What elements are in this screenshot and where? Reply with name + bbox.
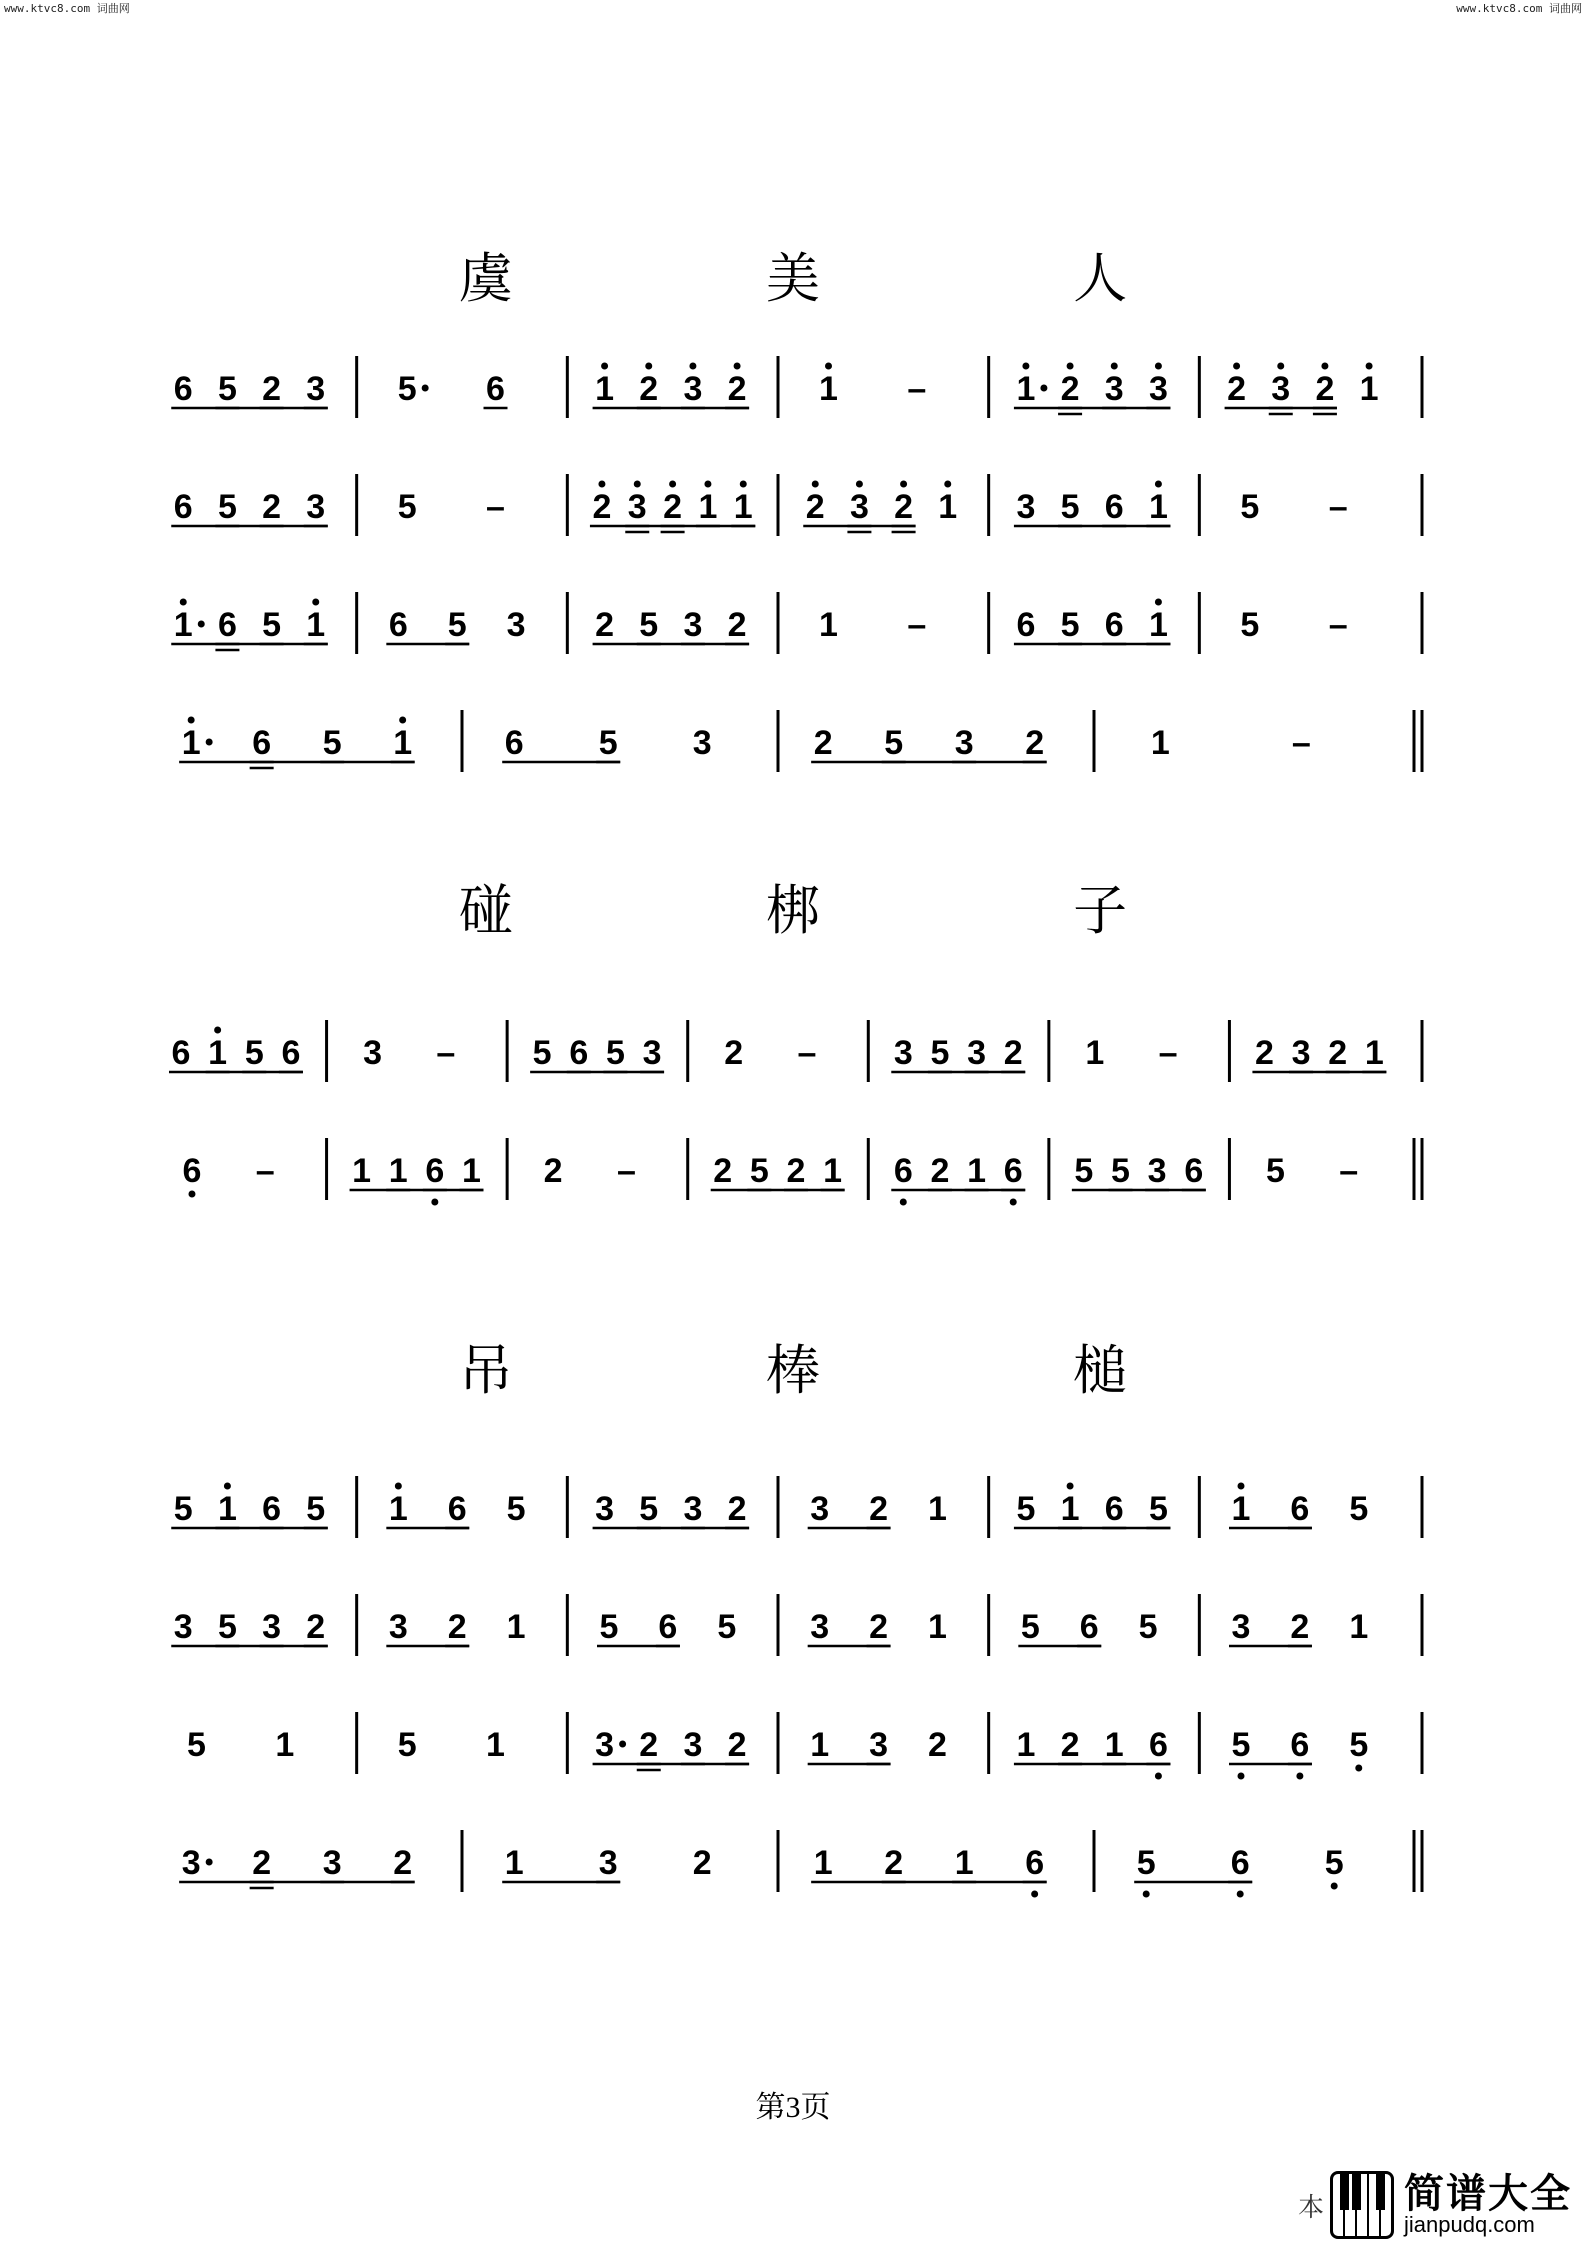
note-digit: 5 xyxy=(1138,1608,1158,1646)
high-octave-dot xyxy=(1238,1483,1245,1490)
note-digit: 5 xyxy=(322,724,342,762)
note-digit: – xyxy=(436,1034,456,1072)
note-digit: 5 xyxy=(930,1034,950,1072)
note-digit: 1 xyxy=(595,370,615,408)
low-octave-dot xyxy=(1237,1891,1244,1898)
high-octave-dot xyxy=(704,481,711,488)
note-digit: 2 xyxy=(884,1844,904,1882)
note-digit: 6 xyxy=(173,370,193,408)
note-digit: 5 xyxy=(217,1608,237,1646)
note-digit: 3 xyxy=(322,1844,342,1882)
note-digit: 1 xyxy=(506,1608,526,1646)
note-digit: 6 xyxy=(425,1152,445,1190)
high-octave-dot xyxy=(634,481,641,488)
duration-dot xyxy=(422,385,429,392)
note-digit: 1 xyxy=(306,606,326,644)
note-digit: 2 xyxy=(1025,724,1045,762)
note-digit: 3 xyxy=(869,1726,889,1764)
high-octave-dot xyxy=(598,481,605,488)
note-digit: – xyxy=(486,488,505,526)
note-digit: 5 xyxy=(1060,488,1080,526)
high-octave-dot xyxy=(944,481,951,488)
low-octave-dot xyxy=(1143,1891,1150,1898)
note-digit: 3 xyxy=(642,1034,662,1072)
note-digit: 6 xyxy=(1230,1844,1250,1882)
note-digit: 3 xyxy=(810,1490,830,1528)
note-digit: 6 xyxy=(281,1034,301,1072)
note-digit: – xyxy=(797,1034,817,1072)
note-digit: 2 xyxy=(727,1490,747,1528)
note-digit: 3 xyxy=(954,724,974,762)
note-digit: 3 xyxy=(595,1490,615,1528)
note-digit: 5 xyxy=(506,1490,526,1528)
note-digit: 3 xyxy=(893,1034,913,1072)
note-digit: 3 xyxy=(683,1490,703,1528)
high-octave-dot xyxy=(1022,363,1029,370)
high-octave-dot xyxy=(312,599,319,606)
note-digit: 2 xyxy=(252,1844,272,1882)
note-digit: 3 xyxy=(598,1844,618,1882)
high-octave-dot xyxy=(1067,1483,1074,1490)
note-digit: 2 xyxy=(639,370,659,408)
note-digit: 2 xyxy=(1328,1034,1348,1072)
note-digit: 5 xyxy=(1060,606,1080,644)
piano-logo-icon xyxy=(1330,2171,1394,2239)
note-digit: 1 xyxy=(927,1608,947,1646)
note-digit: 5 xyxy=(1240,606,1260,644)
note-digit: 1 xyxy=(352,1152,372,1190)
note-digit: 1 xyxy=(388,1490,408,1528)
low-octave-dot xyxy=(1010,1199,1017,1206)
note-digit: 6 xyxy=(217,606,237,644)
note-digit: 6 xyxy=(1079,1608,1099,1646)
note-digit: 5 xyxy=(187,1726,206,1764)
note-digit: 5 xyxy=(1349,1490,1369,1528)
high-octave-dot xyxy=(1067,363,1074,370)
note-digit: 2 xyxy=(447,1608,467,1646)
note-digit: 5 xyxy=(1265,1152,1285,1190)
note-digit: 5 xyxy=(173,1490,193,1528)
page-number: 第3页 xyxy=(755,2091,831,2124)
note-digit: 3 xyxy=(306,488,326,526)
note-digit: 1 xyxy=(1150,724,1170,762)
note-digit: 2 xyxy=(306,1608,326,1646)
high-octave-dot xyxy=(734,363,741,370)
note-digit: 5 xyxy=(717,1608,737,1646)
note-digit: 5 xyxy=(1074,1152,1094,1190)
high-octave-dot xyxy=(1233,363,1240,370)
note-digit: 2 xyxy=(543,1152,563,1190)
high-octave-dot xyxy=(645,363,652,370)
high-octave-dot xyxy=(689,363,696,370)
note-digit: 1 xyxy=(275,1726,295,1764)
note-digit: 1 xyxy=(1359,370,1379,408)
low-octave-dot xyxy=(431,1199,438,1206)
low-octave-dot xyxy=(1331,1883,1338,1890)
high-octave-dot xyxy=(740,481,747,488)
note-digit: 3 xyxy=(306,370,326,408)
low-octave-dot xyxy=(900,1199,907,1206)
note-digit: 6 xyxy=(1104,606,1124,644)
note-digit: 5 xyxy=(599,1608,619,1646)
low-octave-dot xyxy=(1355,1765,1362,1772)
note-digit: 3 xyxy=(849,488,869,526)
note-digit: 6 xyxy=(1104,1490,1124,1528)
duration-dot xyxy=(206,1859,213,1866)
note-digit: 3 xyxy=(1271,370,1291,408)
note-digit: 5 xyxy=(1016,1490,1036,1528)
note-digit: 6 xyxy=(1104,488,1124,526)
note-digit: – xyxy=(1328,488,1348,526)
high-octave-dot xyxy=(856,481,863,488)
note-digit: – xyxy=(1291,724,1311,762)
note-digit: 1 xyxy=(1016,370,1036,408)
note-digit: 5 xyxy=(532,1034,552,1072)
high-octave-dot xyxy=(214,1027,221,1034)
note-digit: 1 xyxy=(173,606,193,644)
note-digit: 3 xyxy=(683,370,703,408)
high-octave-dot xyxy=(1111,363,1118,370)
note-digit: – xyxy=(255,1152,275,1190)
note-digit: 3 xyxy=(181,1844,201,1882)
high-octave-dot xyxy=(224,1483,231,1490)
note-digit: 5 xyxy=(605,1034,625,1072)
piece-title-3: 吊 棒 槌 xyxy=(458,1339,1246,1402)
header-left-site: www.ktvc8.com 词曲网 xyxy=(4,2,130,15)
note-digit: 3 xyxy=(1104,370,1124,408)
note-digit: 1 xyxy=(1060,1490,1080,1528)
note-digit: 6 xyxy=(486,370,505,408)
duration-dot xyxy=(619,1741,626,1748)
note-digit: – xyxy=(907,370,927,408)
note-digit: 3 xyxy=(388,1608,408,1646)
note-digit: 5 xyxy=(244,1034,264,1072)
note-digit: 5 xyxy=(306,1490,326,1528)
note-digit: 5 xyxy=(749,1152,769,1190)
watermark-brand: 简谱大全 xyxy=(1404,2171,1572,2217)
note-digit: 1 xyxy=(1148,606,1168,644)
low-octave-dot xyxy=(188,1191,195,1198)
note-digit: – xyxy=(616,1152,636,1190)
low-octave-dot xyxy=(1031,1891,1038,1898)
note-digit: 2 xyxy=(930,1152,950,1190)
note-digit: 1 xyxy=(388,1152,408,1190)
note-digit: 1 xyxy=(486,1726,505,1764)
high-octave-dot xyxy=(601,363,608,370)
note-digit: 6 xyxy=(1184,1152,1204,1190)
note-digit: 3 xyxy=(1148,370,1168,408)
note-digit: 1 xyxy=(1148,488,1168,526)
note-digit: 1 xyxy=(954,1844,974,1882)
note-digit: 3 xyxy=(262,1608,282,1646)
duration-dot xyxy=(1040,385,1047,392)
note-digit: 2 xyxy=(595,606,615,644)
note-digit: 5 xyxy=(598,724,618,762)
note-digit: 6 xyxy=(1290,1490,1310,1528)
note-digit: 5 xyxy=(1231,1726,1251,1764)
high-octave-dot xyxy=(1155,599,1162,606)
piece-title-1: 虞 美 人 xyxy=(458,247,1246,310)
note-digit: 6 xyxy=(262,1490,282,1528)
note-digit: 5 xyxy=(447,606,467,644)
note-digit: 3 xyxy=(173,1608,193,1646)
note-digit: 5 xyxy=(1148,1490,1168,1528)
note-digit: 1 xyxy=(967,1152,987,1190)
watermark-prefix: 本 xyxy=(1297,2192,1324,2223)
note-digit: 6 xyxy=(388,606,408,644)
high-octave-dot xyxy=(1366,363,1373,370)
note-digit: 3 xyxy=(595,1726,615,1764)
note-digit: 5 xyxy=(1111,1152,1130,1190)
note-digit: 3 xyxy=(683,1726,703,1764)
duration-dot xyxy=(198,621,205,628)
note-digit: 2 xyxy=(393,1844,413,1882)
note-digit: 1 xyxy=(504,1844,524,1882)
note-digit: 2 xyxy=(692,1844,712,1882)
note-digit: 5 xyxy=(1324,1844,1344,1882)
high-octave-dot xyxy=(1155,481,1162,488)
note-digit: 5 xyxy=(217,488,237,526)
note-digit: 6 xyxy=(1290,1726,1310,1764)
note-digit: 3 xyxy=(1016,488,1036,526)
note-digit: 1 xyxy=(1349,1608,1369,1646)
note-digit: 6 xyxy=(447,1490,467,1528)
high-octave-dot xyxy=(399,717,406,724)
note-digit: 1 xyxy=(217,1490,237,1528)
note-digit: 6 xyxy=(252,724,272,762)
note-digit: 1 xyxy=(819,370,838,408)
note-digit: 2 xyxy=(262,370,282,408)
note-digit: 2 xyxy=(1315,370,1335,408)
note-digit: 3 xyxy=(692,724,712,762)
note-digit: 1 xyxy=(810,1726,830,1764)
note-digit: 5 xyxy=(397,370,417,408)
note-digit: 5 xyxy=(639,1490,659,1528)
note-digit: 2 xyxy=(894,488,914,526)
note-digit: 3 xyxy=(810,1608,830,1646)
low-octave-dot xyxy=(1155,1773,1162,1780)
note-digit: 1 xyxy=(819,606,838,644)
high-octave-dot xyxy=(1321,363,1328,370)
note-digit: 2 xyxy=(869,1608,889,1646)
note-digit: 2 xyxy=(1290,1608,1310,1646)
watermark xyxy=(1298,2171,1572,2239)
note-digit: 2 xyxy=(727,606,747,644)
note-digit: – xyxy=(1328,606,1348,644)
note-digit: – xyxy=(1339,1152,1359,1190)
note-digit: 1 xyxy=(1085,1034,1105,1072)
note-digit: 6 xyxy=(182,1152,202,1190)
note-digit: 1 xyxy=(462,1152,481,1190)
note-digit: 1 xyxy=(208,1034,228,1072)
note-digit: 2 xyxy=(639,1726,659,1764)
note-digit: 1 xyxy=(393,724,413,762)
note-digit: 2 xyxy=(713,1152,733,1190)
piece-title-2: 碰 梆 子 xyxy=(458,879,1246,942)
note-digit: 6 xyxy=(504,724,524,762)
note-digit: 1 xyxy=(823,1152,843,1190)
high-octave-dot xyxy=(900,481,907,488)
note-digit: 3 xyxy=(506,606,526,644)
high-octave-dot xyxy=(180,599,187,606)
high-octave-dot xyxy=(669,481,676,488)
note-digit: 1 xyxy=(698,488,718,526)
note-digit: 2 xyxy=(813,724,833,762)
note-digit: 6 xyxy=(893,1152,913,1190)
note-digit: 1 xyxy=(733,488,753,526)
high-octave-dot xyxy=(188,717,195,724)
note-digit: 6 xyxy=(171,1034,191,1072)
note-digit: 3 xyxy=(683,606,703,644)
note-digit: 5 xyxy=(397,1726,417,1764)
note-digit: 2 xyxy=(1003,1034,1023,1072)
note-digit: 3 xyxy=(1291,1034,1311,1072)
note-digit: 1 xyxy=(1231,1490,1251,1528)
note-digit: 5 xyxy=(397,488,417,526)
high-octave-dot xyxy=(1277,363,1284,370)
note-digit: 5 xyxy=(1020,1608,1040,1646)
note-digit: 2 xyxy=(1227,370,1247,408)
note-digit: 3 xyxy=(1231,1608,1251,1646)
note-digit: 2 xyxy=(1060,1726,1080,1764)
note-digit: 2 xyxy=(927,1726,947,1764)
note-digit: 5 xyxy=(639,606,659,644)
note-digit: 6 xyxy=(1025,1844,1045,1882)
note-digit: 2 xyxy=(262,488,282,526)
header-right-site: www.ktvc8.com 词曲网 xyxy=(1456,2,1582,15)
note-digit: 6 xyxy=(1003,1152,1023,1190)
high-octave-dot xyxy=(1155,363,1162,370)
note-digit: 5 xyxy=(884,724,904,762)
note-digit: 1 xyxy=(927,1490,947,1528)
note-digit: 2 xyxy=(1254,1034,1274,1072)
note-digit: 6 xyxy=(1016,606,1036,644)
note-digit: 2 xyxy=(727,370,747,408)
note-digit: – xyxy=(1158,1034,1178,1072)
low-octave-dot xyxy=(1238,1773,1245,1780)
note-digit: 6 xyxy=(658,1608,678,1646)
note-digit: 3 xyxy=(363,1034,383,1072)
note-digit: 3 xyxy=(627,488,647,526)
note-digit: 2 xyxy=(727,1726,747,1764)
note-digit: – xyxy=(907,606,927,644)
note-digit: 5 xyxy=(217,370,237,408)
note-digit: 5 xyxy=(1240,488,1260,526)
high-octave-dot xyxy=(395,1483,402,1490)
note-digit: 5 xyxy=(1349,1726,1369,1764)
note-digit: 5 xyxy=(1136,1844,1156,1882)
note-digit: 2 xyxy=(869,1490,889,1528)
note-digit: 3 xyxy=(1147,1152,1167,1190)
note-digit: 6 xyxy=(173,488,193,526)
duration-dot xyxy=(206,739,213,746)
note-digit: 1 xyxy=(813,1844,833,1882)
note-digit: 1 xyxy=(1016,1726,1036,1764)
note-digit: 1 xyxy=(1104,1726,1124,1764)
note-digit: 1 xyxy=(1364,1034,1384,1072)
note-digit: 5 xyxy=(262,606,282,644)
high-octave-dot xyxy=(825,363,832,370)
note-digit: 2 xyxy=(592,488,612,526)
low-octave-dot xyxy=(1296,1773,1303,1780)
note-digit: 1 xyxy=(938,488,958,526)
note-digit: 1 xyxy=(181,724,201,762)
note-digit: 6 xyxy=(569,1034,589,1072)
watermark-url: jianpudq.com xyxy=(1404,2212,1535,2237)
note-digit: 2 xyxy=(724,1034,744,1072)
note-digit: 6 xyxy=(1148,1726,1168,1764)
high-octave-dot xyxy=(812,481,819,488)
note-digit: 2 xyxy=(663,488,683,526)
note-digit: 2 xyxy=(1060,370,1080,408)
note-digit: 3 xyxy=(967,1034,987,1072)
note-digit: 2 xyxy=(786,1152,806,1190)
note-digit: 2 xyxy=(805,488,825,526)
